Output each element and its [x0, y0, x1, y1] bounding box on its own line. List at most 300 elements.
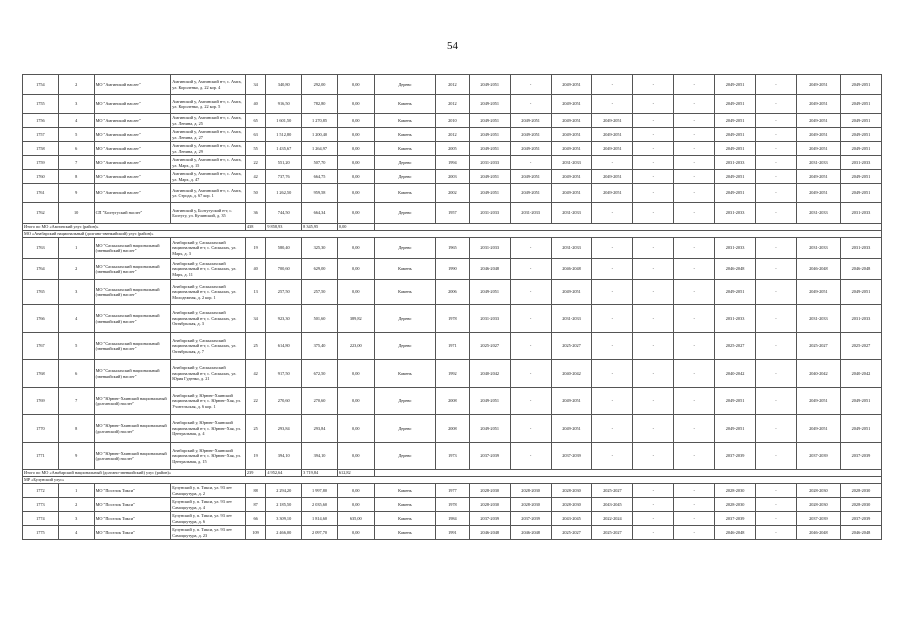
table-cell: -	[633, 238, 674, 259]
table-row	[23, 360, 882, 388]
table-cell: -	[510, 360, 551, 388]
table-cell: 2028-2030	[469, 484, 510, 498]
table-cell: МО "Саскылахский национальный (эвенкийский) наслег"	[94, 333, 171, 360]
table-cell: 40	[245, 259, 265, 280]
table-cell: 2028-2030	[840, 498, 881, 512]
table-cell: 2037-2039	[551, 443, 592, 470]
table-cell: СП "Болтугуский наслег"	[94, 203, 171, 224]
table-cell: 2049-2051	[510, 170, 551, 184]
table-cell: -	[756, 259, 797, 280]
table-cell: -	[633, 360, 674, 388]
table-cell: -	[633, 95, 674, 114]
table-cell: 2049-2051	[796, 128, 840, 142]
table-cell: -	[756, 184, 797, 203]
table-cell: 2049-2051	[840, 184, 881, 203]
table-cell: 9	[58, 184, 94, 203]
table-cell: 2049-2051	[715, 388, 756, 415]
table-row	[23, 484, 882, 498]
page-number: 54	[447, 40, 458, 52]
subtotal-row	[23, 470, 882, 477]
table-cell: Камень	[374, 526, 435, 540]
table-cell: -	[756, 170, 797, 184]
table-cell: 2049-2051	[715, 280, 756, 305]
table-cell: Камень	[374, 280, 435, 305]
table-cell: 2037-2039	[796, 443, 840, 470]
table-row	[23, 512, 882, 526]
table-cell: 1	[58, 238, 94, 259]
table-cell: 8	[58, 415, 94, 443]
table-cell: Булунский у, п. Тикси, ул. 93 лет Самоцкутура, д. 4	[171, 498, 246, 512]
table-row	[23, 388, 882, 415]
table-cell: Камень	[374, 95, 435, 114]
table-cell: 0,00	[337, 415, 374, 443]
table-cell: 0,00	[337, 203, 374, 224]
table-cell: 2025-2027	[840, 333, 881, 360]
table-cell: 2028-2030	[715, 498, 756, 512]
table-row	[23, 415, 882, 443]
table-cell: Анабарский у, Юрюнг-Хаинский национальный н-г, с. Юрюнг-Хая, ул. Центральная, д. 15	[171, 443, 246, 470]
table-cell: -	[592, 360, 633, 388]
table-cell: -	[592, 415, 633, 443]
table-cell: -	[510, 443, 551, 470]
table-cell: -	[633, 443, 674, 470]
table-cell: 65	[245, 114, 265, 128]
table-cell: 2025-2027	[551, 333, 592, 360]
table-cell: 2046-2048	[551, 259, 592, 280]
table-cell: -	[633, 305, 674, 333]
subtotal-empty	[374, 470, 881, 477]
table-cell: 664,75	[302, 170, 338, 184]
table-cell: -	[510, 333, 551, 360]
table-cell: 270,60	[302, 388, 338, 415]
table-cell: 2031-2033	[551, 156, 592, 170]
table-row	[23, 443, 882, 470]
table-row	[23, 156, 882, 170]
table-cell: 2046-2048	[510, 526, 551, 540]
table-cell: 2012	[436, 128, 470, 142]
table-cell: 2031-2033	[469, 203, 510, 224]
table-cell: -	[510, 415, 551, 443]
table-cell: -	[674, 333, 715, 360]
table-row	[23, 305, 882, 333]
table-cell: 580,40	[266, 238, 302, 259]
table-cell: 2046-2048	[715, 259, 756, 280]
table-cell: МО "Саскылахский национальный (эвенкийский) наслег"	[94, 305, 171, 333]
table-cell: Анабарский у, Саскылахский национальный н-г, с. Саскылах, ул. Марх, д. 3	[171, 238, 246, 259]
table-cell: 917,50	[266, 360, 302, 388]
table-cell: -	[756, 484, 797, 498]
table-cell: Амгинский у, Амгинский н-г, с. Амга, ул. Короленко, д. 22 кор. 5	[171, 95, 246, 114]
table-cell: 22	[245, 388, 265, 415]
table-cell: -	[756, 415, 797, 443]
table-cell: Камень	[374, 512, 435, 526]
table-cell: -	[674, 114, 715, 128]
table-cell: 2049-2051	[796, 280, 840, 305]
table-cell: -	[633, 526, 674, 540]
table-cell: -	[510, 238, 551, 259]
table-cell: 2025-2027	[551, 526, 592, 540]
table-cell: 2031-2033	[551, 238, 592, 259]
table-cell: 2049-2051	[840, 415, 881, 443]
table-cell: -	[592, 333, 633, 360]
table-cell: МО "Саскылахский национальный (эвенкийский) наслег"	[94, 360, 171, 388]
table-cell: 2028-2030	[796, 484, 840, 498]
table-cell: 2028-2030	[469, 498, 510, 512]
table-cell: Камень	[374, 360, 435, 388]
table-cell: 672,50	[302, 360, 338, 388]
table-cell: 0,00	[337, 238, 374, 259]
table-cell: 2049-2051	[551, 388, 592, 415]
table-cell: 2028-2030	[510, 498, 551, 512]
table-cell: МО "Амгинский наслег"	[94, 170, 171, 184]
table-cell: -	[510, 259, 551, 280]
table-cell: -	[633, 415, 674, 443]
table-cell: 507,70	[302, 156, 338, 170]
table-cell: 2	[58, 498, 94, 512]
table-cell: Анабарский у, Саскылахский национальный н-г, с. Саскылах, ул. Юрия Гуденко, д. 21	[171, 360, 246, 388]
table-cell: 2049-2051	[840, 114, 881, 128]
table-cell: 2046-2048	[840, 526, 881, 540]
table-cell: Амгинский у, Амгинский н-г, с. Амга, ул. Марх, д. 47	[171, 170, 246, 184]
subtotal-value: 8 345,95	[302, 224, 338, 231]
table-cell: 2049-2051	[551, 184, 592, 203]
table-cell: 1992	[436, 360, 470, 388]
table-cell: 2046-2048	[796, 526, 840, 540]
table-cell: -	[674, 280, 715, 305]
table-cell: 2028-2030	[796, 498, 840, 512]
table-cell: -	[756, 526, 797, 540]
table-cell: 2040-2042	[715, 360, 756, 388]
table-cell: 2049-2051	[469, 388, 510, 415]
table-cell: 2031-2033	[551, 305, 592, 333]
table-cell: 0,00	[337, 142, 374, 156]
table-cell: МО "Юрюнг-Хаинский национальный (долганский) наслег"	[94, 443, 171, 470]
table-cell: 2028-2030	[715, 484, 756, 498]
table-cell: -	[592, 280, 633, 305]
table-cell: 1767	[23, 333, 59, 360]
table-cell: 2043-2045	[592, 498, 633, 512]
table-cell: 2049-2051	[840, 128, 881, 142]
section-header-row	[23, 477, 882, 484]
table-cell: 2028-2030	[551, 484, 592, 498]
table-cell: 4	[58, 114, 94, 128]
table-cell: 2049-2051	[840, 75, 881, 95]
table-cell: 1768	[23, 360, 59, 388]
table-cell: Камень	[374, 142, 435, 156]
table-cell: 2012	[436, 75, 470, 95]
table-cell: 744,50	[266, 203, 302, 224]
table-cell: 1775	[23, 526, 59, 540]
table-cell: 1770	[23, 415, 59, 443]
table-cell: -	[674, 259, 715, 280]
table-cell: 2046-2048	[840, 259, 881, 280]
table-cell: 2031-2033	[715, 238, 756, 259]
table-row	[23, 498, 882, 512]
table-cell: 2010	[436, 114, 470, 128]
table-cell: 0,00	[337, 75, 374, 95]
table-cell: 2049-2051	[551, 128, 592, 142]
table-cell: МО "Саскылахский национальный (эвенкийский) наслег"	[94, 259, 171, 280]
table-cell: Булунский у, п. Тикси, ул. 93 лет Самоцкутура, д. 2	[171, 484, 246, 498]
table-cell: 0,00	[337, 128, 374, 142]
table-cell: 1755	[23, 95, 59, 114]
table-cell: 2031-2033	[840, 156, 881, 170]
table-cell: 2049-2051	[592, 128, 633, 142]
table-cell: Дерево	[374, 238, 435, 259]
table-cell: 2031-2033	[796, 156, 840, 170]
table-cell: 1754	[23, 75, 59, 95]
table-cell: 223,00	[337, 333, 374, 360]
table-cell: 2031-2033	[469, 238, 510, 259]
table-cell: 340,80	[266, 75, 302, 95]
table-cell: -	[592, 156, 633, 170]
table-cell: 2037-2039	[715, 512, 756, 526]
table-cell: 292,00	[302, 75, 338, 95]
table-cell: 1965	[436, 238, 470, 259]
table-cell: 2049-2051	[592, 114, 633, 128]
table-cell: МО "Амгинский наслег"	[94, 156, 171, 170]
table-cell: 25	[245, 333, 265, 360]
table-cell: -	[674, 484, 715, 498]
table-cell: 270,60	[266, 388, 302, 415]
table-cell: 257,50	[302, 280, 338, 305]
table-cell: 0,00	[337, 443, 374, 470]
table-cell: 2049-2051	[469, 142, 510, 156]
subtotal-value: 9 858,93	[266, 224, 302, 231]
subtotal-value: 0,00	[337, 224, 374, 231]
table-cell: Амгинский у, Амгинский н-г, с. Амга, ул. Строда, д. 67 кор. 1	[171, 184, 246, 203]
table-cell: 1971	[436, 333, 470, 360]
table-cell: -	[592, 259, 633, 280]
table-cell: Дерево	[374, 75, 435, 95]
table-row	[23, 170, 882, 184]
table-cell: -	[756, 142, 797, 156]
table-cell: 3	[58, 95, 94, 114]
table-cell: 1762	[23, 203, 59, 224]
table-cell: Камень	[374, 184, 435, 203]
table-cell: МО "Амгинский наслег"	[94, 75, 171, 95]
table-cell: 1763	[23, 238, 59, 259]
table-cell: -	[674, 170, 715, 184]
table-cell: Камень	[374, 259, 435, 280]
table-cell: 1984	[436, 512, 470, 526]
table-cell: 2 185,50	[266, 498, 302, 512]
table-cell: 1764	[23, 259, 59, 280]
table-cell: МО "Амгинский наслег"	[94, 114, 171, 128]
table-cell: 2040-2042	[469, 360, 510, 388]
table-cell: -	[674, 526, 715, 540]
table-cell: 2049-2051	[796, 170, 840, 184]
table-cell: -	[592, 443, 633, 470]
table-cell: 2008	[436, 388, 470, 415]
table-cell: 2037-2039	[796, 512, 840, 526]
table-cell: 1 262,50	[266, 184, 302, 203]
table-row	[23, 238, 882, 259]
table-cell: 2049-2051	[715, 184, 756, 203]
table-cell: Булунский у, п. Тикси, ул. 93 лет Самоцкутура, д. 6	[171, 512, 246, 526]
table-cell: 1 512,80	[266, 128, 302, 142]
table-cell: -	[510, 95, 551, 114]
table-cell: 109	[245, 526, 265, 540]
table-cell: 1761	[23, 184, 59, 203]
table-cell: -	[592, 203, 633, 224]
table-cell: 87	[245, 498, 265, 512]
table-row	[23, 203, 882, 224]
table-cell: МО "Поселок Тикси"	[94, 526, 171, 540]
table-cell: -	[674, 443, 715, 470]
housing-register-table	[22, 74, 882, 540]
table-cell: 2025-2027	[796, 333, 840, 360]
table-cell: 2049-2051	[469, 75, 510, 95]
table-cell: 2049-2051	[840, 388, 881, 415]
table-cell: 1759	[23, 156, 59, 170]
table-row	[23, 95, 882, 114]
table-cell: 10	[58, 203, 94, 224]
table-cell: 1 601,50	[266, 114, 302, 128]
table-cell: 4	[58, 305, 94, 333]
subtotal-row	[23, 224, 882, 231]
table-cell: -	[510, 388, 551, 415]
table-cell: 2049-2051	[715, 128, 756, 142]
table-cell: 782,80	[302, 95, 338, 114]
table-row	[23, 280, 882, 305]
table-cell: -	[674, 75, 715, 95]
table-cell: 42	[245, 360, 265, 388]
table-cell: 88	[245, 484, 265, 498]
table-cell: 2031-2033	[469, 156, 510, 170]
table-cell: 1 270,85	[302, 114, 338, 128]
table-cell: 2037-2039	[469, 443, 510, 470]
table-cell: 1957	[436, 203, 470, 224]
table-cell: 2049-2051	[510, 114, 551, 128]
table-cell: 2031-2033	[715, 203, 756, 224]
table-cell: 3	[58, 280, 94, 305]
table-cell: -	[633, 170, 674, 184]
table-cell: 0,00	[337, 360, 374, 388]
table-cell: 2049-2051	[469, 280, 510, 305]
table-cell: -	[510, 280, 551, 305]
table-cell: 0,00	[337, 114, 374, 128]
table-cell: -	[592, 95, 633, 114]
table-cell: 2046-2048	[469, 259, 510, 280]
table-cell: -	[674, 388, 715, 415]
table-cell: 2049-2051	[796, 184, 840, 203]
table-cell: -	[633, 203, 674, 224]
subtotal-value: 438	[245, 224, 265, 231]
table-cell: 2031-2033	[840, 238, 881, 259]
table-cell: МО "Амгинский наслег"	[94, 142, 171, 156]
table-cell: 2 294,20	[266, 484, 302, 498]
table-cell: 2037-2039	[840, 512, 881, 526]
table-cell: 2049-2051	[715, 75, 756, 95]
table-cell: Амгинский у, Амгинский н-г, с. Амга, ул. Ленина, д. 29	[171, 142, 246, 156]
section-title: МО «Анабарский национальный (долгано-эвенкийский) улус (район)»	[23, 231, 882, 238]
table-cell: 2025-2027	[592, 526, 633, 540]
table-cell: 2049-2051	[469, 170, 510, 184]
table-cell: 2025-2027	[469, 333, 510, 360]
table-cell: -	[674, 415, 715, 443]
table-cell: -	[756, 203, 797, 224]
table-cell: 2049-2051	[510, 128, 551, 142]
table-cell: -	[756, 512, 797, 526]
table-cell: -	[592, 75, 633, 95]
table-cell: 1 814,60	[302, 512, 338, 526]
table-cell: 2028-2030	[840, 484, 881, 498]
table-cell: 0,00	[337, 388, 374, 415]
table-cell: 1771	[23, 443, 59, 470]
table-cell: 2049-2051	[551, 95, 592, 114]
table-cell: 2031-2033	[715, 305, 756, 333]
table-cell: 34	[245, 75, 265, 95]
subtotal-empty	[374, 224, 881, 231]
table-cell: 6	[58, 360, 94, 388]
table-cell: 2025-2027	[592, 484, 633, 498]
table-cell: 8	[58, 170, 94, 184]
table-cell: Амгинский у, Амгинский н-г, с. Амга, ул. Короленко, д. 22 кор. 4	[171, 75, 246, 95]
table-cell: -	[633, 128, 674, 142]
table-cell: 325,30	[302, 238, 338, 259]
table-cell: -	[510, 156, 551, 170]
table-cell: 501,60	[302, 305, 338, 333]
table-cell: -	[756, 305, 797, 333]
table-cell: -	[633, 498, 674, 512]
table-cell: 635,00	[337, 512, 374, 526]
table-cell: -	[633, 156, 674, 170]
table-cell: 2049-2051	[469, 95, 510, 114]
table-cell: Булунский у, п. Тикси, ул. 93 лет Самоцкутура, д. 23	[171, 526, 246, 540]
table-cell: 6	[58, 142, 94, 156]
table-cell: 2049-2051	[715, 170, 756, 184]
table-cell: -	[510, 305, 551, 333]
table-cell: Анабарский у, Саскылахский национальный н-г, с. Саскылах, ул. Молодежная, д. 2 кор. 1	[171, 280, 246, 305]
table-cell: 2040-2042	[551, 360, 592, 388]
table-cell: 2049-2051	[715, 114, 756, 128]
table-cell: Анабарский у, Юрюнг-Хаинский национальный н-г, с. Юрюнг-Хая, ул. Центральная, д. 4	[171, 415, 246, 443]
table-cell: 2049-2051	[551, 75, 592, 95]
table-cell: 293,84	[266, 415, 302, 443]
table-row	[23, 75, 882, 95]
table-cell: -	[674, 203, 715, 224]
table-cell: -	[674, 360, 715, 388]
table-cell: 2031-2033	[840, 305, 881, 333]
table-cell: 2049-2051	[510, 184, 551, 203]
table-cell: МО "Саскылахский национальный (эвенкийский) наслег"	[94, 280, 171, 305]
table-cell: 2031-2033	[510, 203, 551, 224]
table-cell: 2037-2039	[840, 443, 881, 470]
table-cell: 2043-2045	[551, 512, 592, 526]
table-cell: 1	[58, 484, 94, 498]
table-cell: -	[674, 305, 715, 333]
table-cell: 2031-2033	[796, 305, 840, 333]
table-cell: 2049-2051	[469, 114, 510, 128]
table-cell: -	[633, 114, 674, 128]
section-header-row	[23, 231, 882, 238]
table-cell: 19	[245, 443, 265, 470]
table-cell: 2 097,70	[302, 526, 338, 540]
table-cell: 389,82	[337, 305, 374, 333]
table-cell: -	[756, 95, 797, 114]
table-cell: 2 466,00	[266, 526, 302, 540]
table-cell: 2037-2039	[510, 512, 551, 526]
table-cell: 0,00	[337, 95, 374, 114]
table-cell: 2049-2051	[551, 114, 592, 128]
table-cell: 1 264,97	[302, 142, 338, 156]
table-cell: -	[756, 280, 797, 305]
table-cell: 2049-2051	[796, 114, 840, 128]
table-cell: МО "Амгинский наслег"	[94, 184, 171, 203]
table-cell: 2031-2033	[551, 203, 592, 224]
table-cell: 2049-2051	[840, 142, 881, 156]
